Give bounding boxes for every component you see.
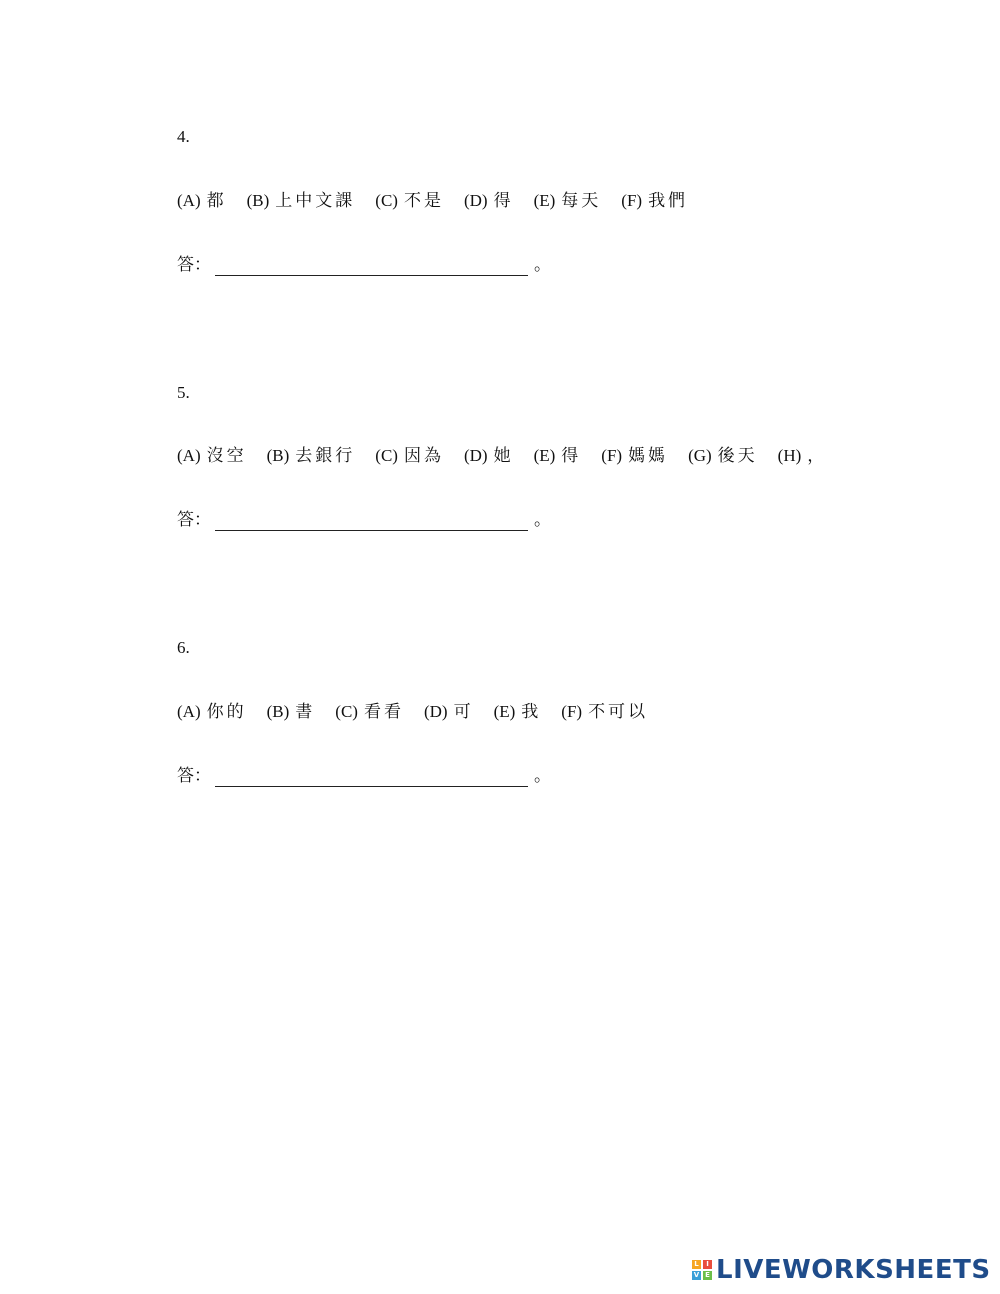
- question-4-number: 4.: [177, 127, 190, 146]
- option-letter: (A): [177, 446, 201, 465]
- option-text: 看看: [363, 702, 404, 721]
- option[interactable]: [267, 701, 316, 723]
- answer-label: 答：: [177, 510, 211, 529]
- option-text: 後天: [717, 446, 758, 465]
- answer-label: 答：: [177, 255, 211, 274]
- question-6-number: 6.: [177, 638, 190, 657]
- option[interactable]: [534, 445, 582, 467]
- option[interactable]: [177, 701, 247, 723]
- question-5-options: [177, 445, 827, 467]
- question-5-number: 5.: [177, 383, 190, 402]
- option-letter: (A): [177, 702, 201, 721]
- liveworksheets-brand[interactable]: [692, 1255, 991, 1285]
- option[interactable]: [601, 445, 668, 467]
- option-text: 上中文課: [275, 191, 356, 210]
- option[interactable]: [464, 190, 514, 212]
- option-text: 得: [493, 191, 514, 210]
- option[interactable]: [621, 190, 688, 212]
- option[interactable]: [778, 445, 828, 467]
- option-text: 每天: [561, 191, 602, 210]
- option[interactable]: [561, 701, 648, 723]
- option-text: 我: [521, 702, 542, 721]
- option[interactable]: [424, 701, 474, 723]
- option-letter: (D): [463, 446, 488, 465]
- option-letter: (E): [533, 191, 556, 210]
- option[interactable]: [494, 701, 542, 723]
- answer-end-mark: 。: [534, 510, 551, 529]
- option[interactable]: [688, 445, 758, 467]
- question-5-answer-row: [177, 509, 551, 531]
- option-letter: (E): [493, 702, 516, 721]
- logo-letter: I: [703, 1260, 712, 1269]
- option-text: 她: [493, 446, 514, 465]
- answer-end-mark: 。: [534, 255, 551, 274]
- option-letter: (A): [177, 191, 201, 210]
- option-letter: (G): [688, 446, 712, 465]
- option[interactable]: [534, 190, 602, 212]
- option-letter: (D): [423, 702, 448, 721]
- option-text: 我們: [648, 191, 689, 210]
- answer-input[interactable]: [215, 257, 528, 276]
- option[interactable]: [375, 190, 444, 212]
- question-6-answer-row: [177, 765, 551, 787]
- answer-input[interactable]: [215, 768, 528, 787]
- option-letter: (F): [601, 446, 623, 465]
- option-text: 沒空: [206, 446, 247, 465]
- option[interactable]: [267, 445, 356, 467]
- logo-letter: V: [693, 1271, 700, 1279]
- option-text: 媽媽: [628, 446, 669, 465]
- question-6-options: [177, 701, 648, 723]
- option-letter: (H): [777, 446, 802, 465]
- logo-letter: E: [703, 1271, 712, 1280]
- option-letter: (C): [335, 702, 358, 721]
- option-text: 去銀行: [295, 446, 356, 465]
- question-4-answer-row: [177, 254, 551, 276]
- option-text: 可: [453, 702, 474, 721]
- answer-end-mark: 。: [534, 766, 551, 785]
- option-text: 都: [206, 191, 227, 210]
- option-letter: (F): [561, 702, 583, 721]
- logo-letter: L: [692, 1260, 701, 1269]
- option-text: ，: [807, 446, 828, 465]
- option-letter: (B): [246, 191, 270, 210]
- liveworksheets-logo-icon: [692, 1260, 712, 1280]
- option-letter: (D): [463, 191, 488, 210]
- option[interactable]: [375, 445, 444, 467]
- option-letter: (F): [621, 191, 643, 210]
- option-letter: (C): [375, 446, 398, 465]
- answer-input[interactable]: [215, 512, 528, 531]
- option-letter: (E): [533, 446, 556, 465]
- option-letter: (B): [266, 446, 290, 465]
- question-4-options: [177, 190, 688, 212]
- option-text: 得: [561, 446, 582, 465]
- option-text: 因為: [403, 446, 444, 465]
- option-text: 不可以: [588, 702, 649, 721]
- option-text: 書: [295, 702, 316, 721]
- option-text: 你的: [206, 702, 247, 721]
- answer-label: 答：: [177, 766, 211, 785]
- option[interactable]: [335, 701, 404, 723]
- option[interactable]: [464, 445, 514, 467]
- option-text: 不是: [403, 191, 444, 210]
- option-letter: (C): [375, 191, 398, 210]
- option[interactable]: [247, 190, 356, 212]
- option[interactable]: [177, 445, 247, 467]
- option-letter: (B): [266, 702, 290, 721]
- brand-name: LIVEWORKSHEETS: [716, 1255, 991, 1285]
- option[interactable]: [177, 190, 227, 212]
